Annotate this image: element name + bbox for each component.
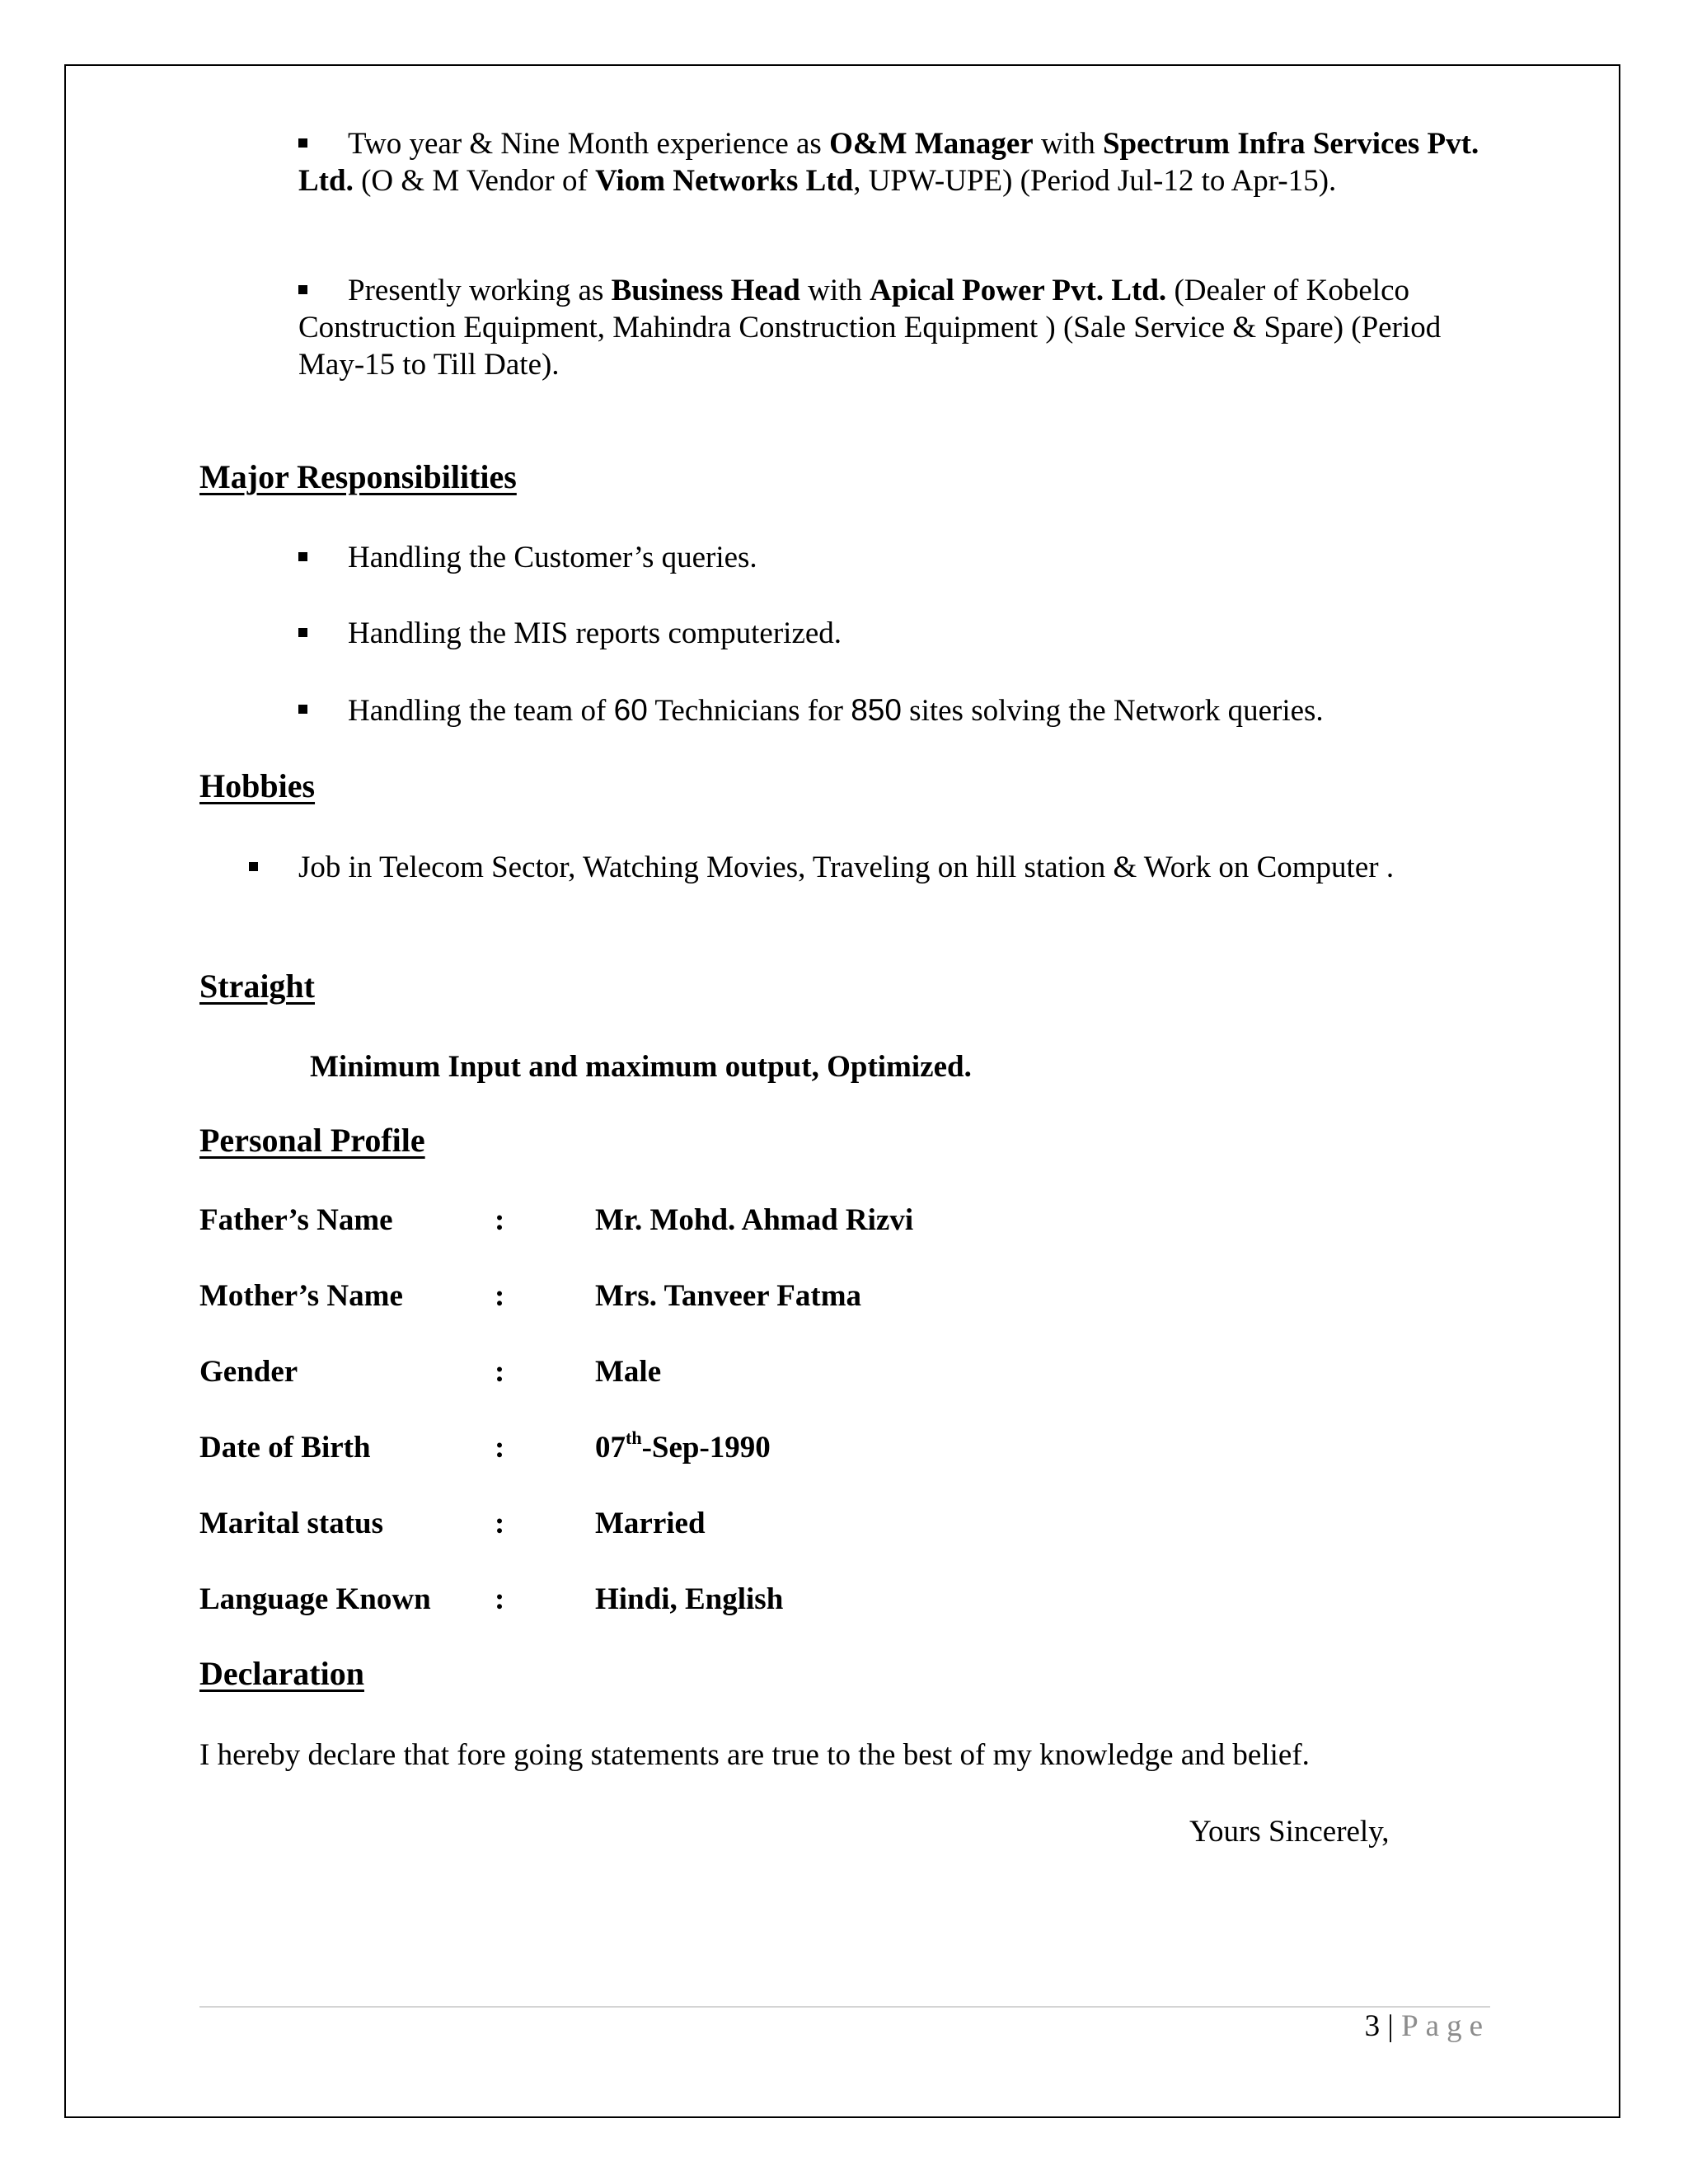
list-item xyxy=(298,539,757,576)
experience-item-2 xyxy=(298,272,1502,383)
section-heading-strength: Straight xyxy=(199,968,315,1005)
page-label: Page xyxy=(1401,2009,1490,2043)
bullet-icon xyxy=(298,285,307,294)
bold-text-run: O&M Manager xyxy=(829,127,1034,161)
list-item-text xyxy=(348,694,1324,728)
dob-day: 07 xyxy=(595,1431,626,1465)
profile-separator: : xyxy=(495,1203,505,1237)
text-run: Two year & Nine Month experience as xyxy=(348,127,830,161)
dob-rest: -Sep-1990 xyxy=(641,1431,771,1465)
bold-text-run: Business Head xyxy=(611,274,800,307)
team-prefix: Handling the team of xyxy=(348,694,614,728)
text-run: , UPW-UPE) (Period Jul-12 to Apr-15). xyxy=(853,164,1337,198)
team-middle: Technicians for xyxy=(647,694,851,728)
profile-label-dob: Date of Birth xyxy=(199,1431,371,1465)
experience-item-1 xyxy=(298,125,1502,199)
section-heading-responsibilities: Major Responsibilities xyxy=(199,458,517,495)
experience-item-text xyxy=(298,127,1479,198)
profile-value-dob xyxy=(595,1427,771,1465)
hobbies-text: Job in Telecom Sector, Watching Movies, Traveling on hill station & Work on Computer . xyxy=(298,851,1395,884)
text-run: with xyxy=(1033,127,1103,161)
technicians-count: 60 xyxy=(613,693,648,727)
footer-rule xyxy=(199,2006,1490,2008)
team-suffix: sites solving the Network queries. xyxy=(901,694,1324,728)
strength-text: Minimum Input and maximum output, Optimized. xyxy=(310,1050,972,1084)
dob-ordinal: th xyxy=(626,1427,642,1448)
profile-separator: : xyxy=(495,1279,505,1313)
bullet-icon xyxy=(249,862,258,871)
list-item-text: Handling the Customer’s queries. xyxy=(348,541,757,574)
sites-count: 850 xyxy=(851,693,902,727)
profile-separator: : xyxy=(495,1431,505,1465)
profile-label-gender: Gender xyxy=(199,1355,298,1389)
bullet-icon xyxy=(298,628,307,637)
experience-item-text xyxy=(298,274,1441,382)
text-run: Presently working as xyxy=(348,274,612,307)
bullet-icon xyxy=(298,705,307,714)
declaration-text: I hereby declare that fore going statements are true to the best of my knowledge and belief. xyxy=(199,1738,1310,1772)
closing-text: Yours Sincerely, xyxy=(1189,1815,1390,1849)
text-run: (Dealer of Kobelco Construction Equipment, Mahindra Construction Equipment ) (Sale Service & Spare) (Period May-15 to Till Date). xyxy=(298,274,1442,382)
section-heading-profile: Personal Profile xyxy=(199,1122,425,1159)
profile-label-language: Language Known xyxy=(199,1582,431,1616)
text-run: (O & M Vendor of xyxy=(353,164,596,198)
profile-label-father: Father’s Name xyxy=(199,1203,393,1237)
list-item xyxy=(298,691,1324,729)
bold-text-run: Spectrum Infra Services Pvt. Ltd. xyxy=(298,127,1479,198)
profile-value-mother: Mrs. Tanveer Fatma xyxy=(595,1279,862,1313)
list-item xyxy=(298,615,842,652)
profile-value-language: Hindi, English xyxy=(595,1582,784,1616)
page-number: 3 xyxy=(1364,2009,1381,2043)
profile-label-marital: Marital status xyxy=(199,1507,383,1540)
footer-separator: | xyxy=(1387,2009,1394,2043)
bold-text-run: Apical Power Pvt. Ltd. xyxy=(870,274,1167,307)
bullet-icon xyxy=(298,138,307,148)
profile-value-marital: Married xyxy=(595,1507,706,1540)
profile-separator: : xyxy=(495,1355,505,1389)
profile-label-mother: Mother’s Name xyxy=(199,1279,403,1313)
section-heading-hobbies: Hobbies xyxy=(199,767,316,804)
profile-value-gender: Male xyxy=(595,1355,662,1389)
list-item-text: Handling the MIS reports computerized. xyxy=(348,616,842,650)
page-footer xyxy=(1365,2008,1490,2044)
bold-text-run: Viom Networks Ltd xyxy=(595,164,854,198)
profile-value-father: Mr. Mohd. Ahmad Rizvi xyxy=(595,1203,914,1237)
bullet-icon xyxy=(298,552,307,561)
list-item xyxy=(249,849,1394,886)
profile-separator: : xyxy=(495,1507,505,1540)
profile-separator: : xyxy=(495,1582,505,1616)
text-run: with xyxy=(799,274,870,307)
section-heading-declaration: Declaration xyxy=(199,1655,364,1692)
